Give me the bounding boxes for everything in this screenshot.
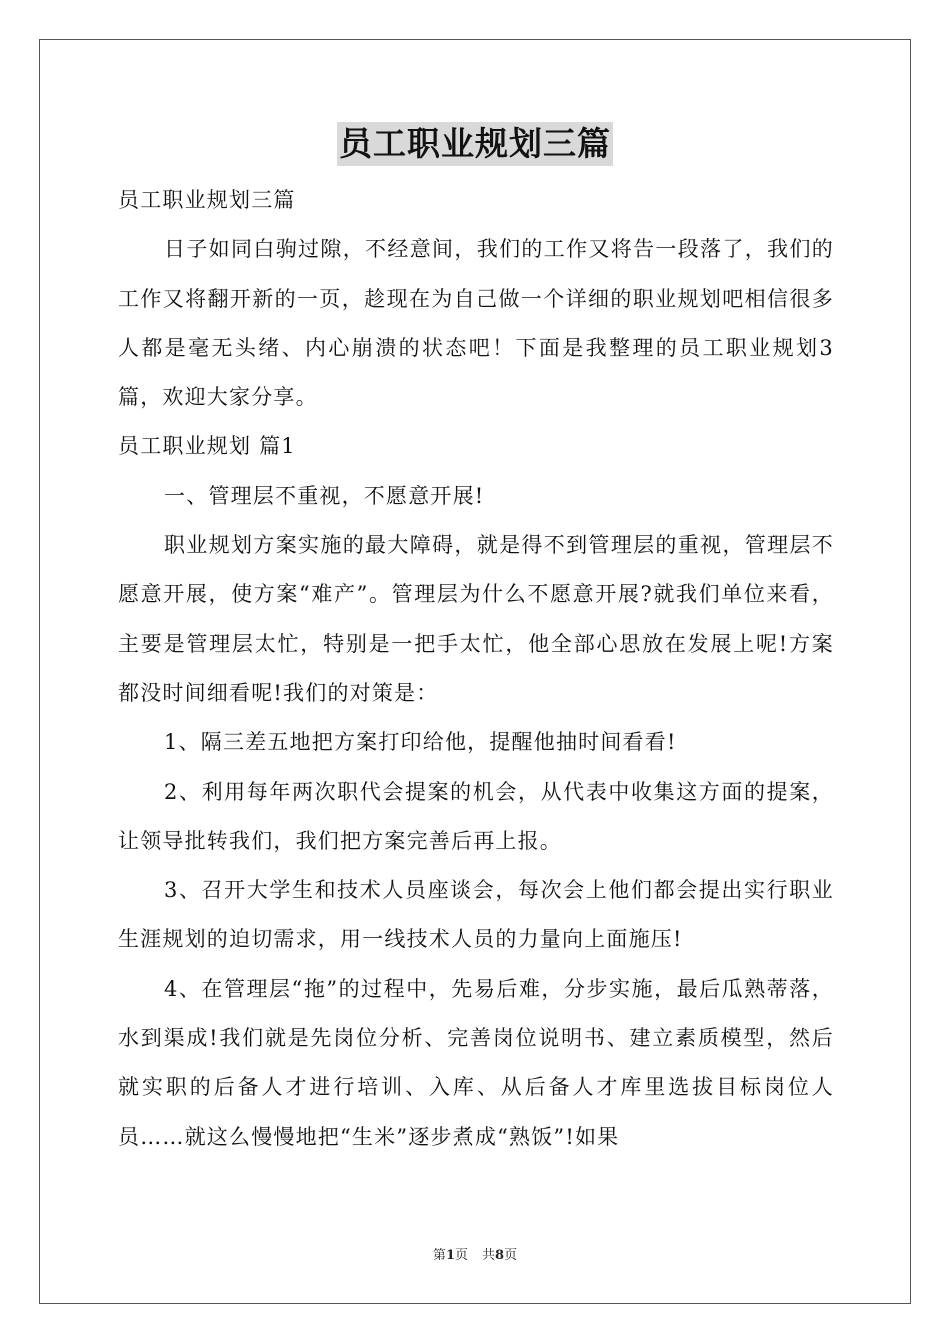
body-paragraph: 一、管理层不重视，不愿意开展!	[164, 483, 485, 508]
title-container	[0, 122, 950, 166]
body-paragraph: 职业规划方案实施的最大障碍，就是得不到管理层的重视，管理层不愿意开展，使方案“难产”。管理层为什么不愿意开展?就我们单位来看，主要是管理层太忙，特别是一把手太忙，他全部心思放在发展上呢!方案都没时间细看呢!我们的对策是：	[118, 533, 834, 705]
total-label-prefix: 共	[482, 1248, 496, 1263]
page-footer	[0, 1244, 950, 1263]
list-item: 4、在管理层“拖”的过程中，先易后难，分步实施，最后瓜熟蒂落，水到渠成!我们就是先岗位分析、完善岗位说明书、建立素质模型，然后就实职的后备人才进行培训、入库、从后备人才库里选拔目标岗位人员……就这么慢慢地把“生米”逐步煮成“熟饭”!如果	[118, 976, 834, 1149]
page-label-suffix: 页	[454, 1248, 468, 1263]
page-label-prefix: 第	[432, 1248, 446, 1263]
list-item: 2、利用每年两次职代会提案的机会，从代表中收集这方面的提案，让领导批转我们，我们把方案完善后再上报。	[118, 779, 834, 853]
document-body	[118, 176, 834, 1162]
total-pages: 8	[495, 1248, 505, 1263]
list-item: 3、召开大学生和技术人员座谈会，每次会上他们都会提出实行职业生涯规划的迫切需求，用一线技术人员的力量向上面施压!	[118, 878, 834, 952]
list-item: 1、隔三差五地把方案打印给他，提醒他抽时间看看!	[164, 730, 677, 755]
body-paragraph: 员工职业规划三篇	[118, 188, 296, 212]
section-heading: 员工职业规划 篇1	[118, 434, 296, 459]
total-label-suffix: 页	[504, 1248, 518, 1263]
body-paragraph: 日子如同白驹过隙，不经意间，我们的工作又将告一段落了，我们的工作又将翻开新的一页，趁现在为自己做一个详细的职业规划吧相信很多人都是毫无头绪、内心崩溃的状态吧！下面是我整理的员工职业规划3篇，欢迎大家分享。	[118, 237, 834, 410]
document-title: 员工职业规划三篇	[337, 122, 613, 166]
page-number: 1	[445, 1248, 455, 1263]
